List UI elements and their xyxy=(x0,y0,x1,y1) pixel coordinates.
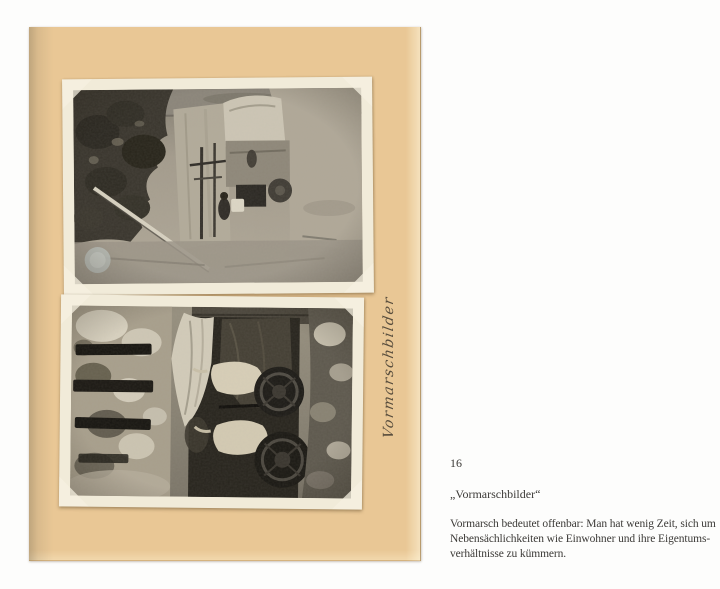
photo-bottom xyxy=(59,294,364,509)
page-number: 16 xyxy=(450,456,462,470)
caption-block xyxy=(450,456,716,562)
caption-line: verhältnisse zu kümmern. xyxy=(450,548,567,560)
caption-line: Nebensächlichkeiten wie Einwohner und ihre Eigentums- xyxy=(450,533,711,545)
album-page xyxy=(29,27,421,561)
caption-title: „Vormarschbilder“ xyxy=(450,487,541,501)
caption-line: Vormarsch bedeutet offenbar: Man hat wenig Zeit, sich um xyxy=(450,518,716,530)
photo-bottom-image xyxy=(70,306,353,499)
caption-body xyxy=(450,517,716,562)
photo-top-image xyxy=(73,88,363,285)
handwritten-caption: Vormarschbilder xyxy=(381,294,397,440)
photo-top xyxy=(62,77,374,296)
